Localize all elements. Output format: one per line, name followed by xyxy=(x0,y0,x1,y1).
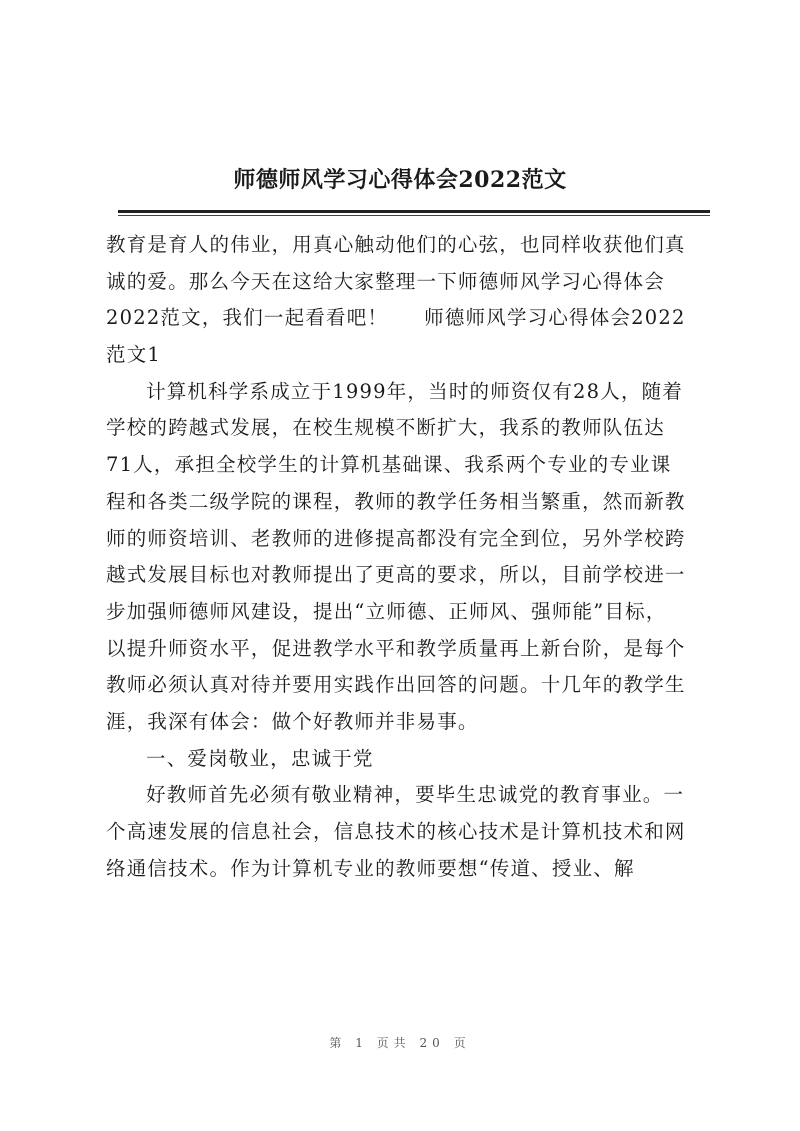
paragraph1-line: 学校的跨越式发展，在校生规模不断扩大，我系的教师队伍达 xyxy=(106,416,665,440)
title-divider-thick xyxy=(118,210,710,213)
paragraph1-line: 步加强师德师风建设，提出“立师德、正师风、强师能”目标， xyxy=(106,599,667,623)
section-heading: 一、爱岗敬业，忠诚于党 xyxy=(146,746,374,770)
paragraph1-line: 计算机科学系成立于1999年，当时的师资仅有28人，随着 xyxy=(146,379,684,403)
paragraph2-line: 个高速发展的信息社会，信息技术的核心技术是计算机技术和网 xyxy=(106,820,686,843)
paragraph1-line: 教师必须认真对待并要用实践作出回答的问题。十几年的教学生 xyxy=(106,673,686,697)
paragraph2-line: 络通信技术。作为计算机专业的教师要想“传道、授业、解 xyxy=(106,856,635,880)
document-body xyxy=(106,227,710,887)
intro-line-4: 范文1 xyxy=(106,343,162,367)
paragraph1-line: 涯，我深有体会：做个好教师并非易事。 xyxy=(106,709,479,733)
paragraph1-line: 71人，承担全校学生的计算机基础课、我系两个专业的专业课 xyxy=(106,453,672,477)
paragraph1-line: 以提升师资水平，促进教学水平和教学质量再上新台阶，是每个 xyxy=(106,636,686,660)
intro-line-3-text: 2022范文，我们一起看看吧！ xyxy=(106,306,389,330)
document-title: 师德师风学习心得体会2022范文 xyxy=(233,167,567,193)
paragraph1-line: 程和各类二级学院的课程，教师的教学任务相当繁重，然而新教 xyxy=(106,489,686,513)
paragraph1-line: 越式发展目标也对教师提出了更高的要求，所以，目前学校进一 xyxy=(106,563,686,587)
title-divider-thin xyxy=(118,215,710,216)
paragraph1-line: 师的师资培训、老教师的进修提高都没有完全到位，另外学校跨 xyxy=(106,526,686,550)
intro-line-2: 诚的爱。那么今天在这给大家整理一下师德师风学习心得体会 xyxy=(106,269,665,293)
intro-line-1: 教育是育人的伟业，用真心触动他们的心弦，也同样收获他们真 xyxy=(106,233,686,256)
paragraph2-line: 好教师首先必须有敬业精神，要毕生忠诚党的教育事业。一 xyxy=(146,783,685,807)
page-number-footer: 第 1 页共 20 页 xyxy=(329,1036,471,1050)
section-title-text: 师德师风学习心得体会2022 xyxy=(424,306,686,330)
intro-line-3 xyxy=(106,300,710,337)
